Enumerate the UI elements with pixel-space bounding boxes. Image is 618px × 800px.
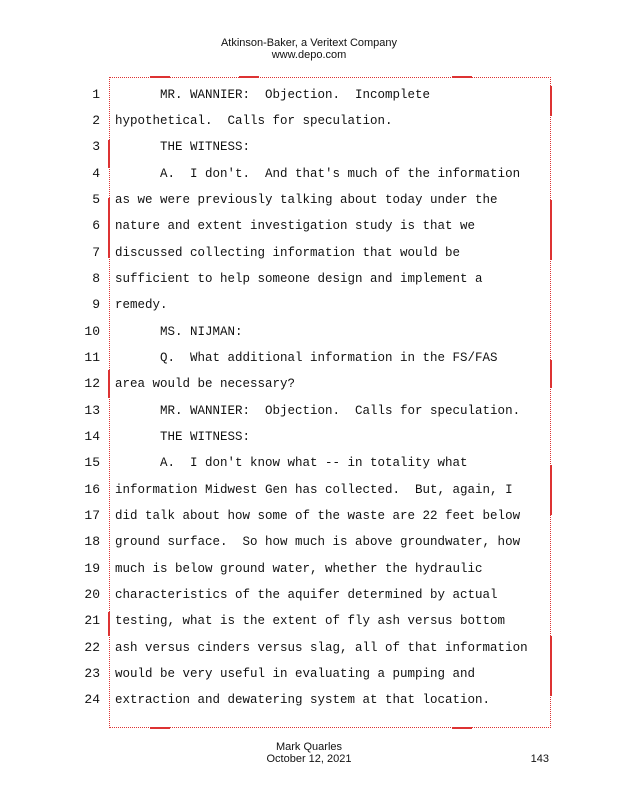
frame-tick-bottom-right: [452, 727, 472, 729]
line-number: 16: [84, 482, 100, 497]
line-number: 17: [84, 508, 100, 523]
line-number: 20: [84, 587, 100, 602]
frame-tick-left-bottom: [108, 612, 110, 636]
line-number: 23: [84, 666, 100, 681]
transcript-line: information Midwest Gen has collected. But, again, I: [115, 483, 513, 497]
line-number: 21: [84, 613, 100, 628]
line-number: 19: [84, 561, 100, 576]
transcript-line: testing, what is the extent of fly ash versus bottom: [115, 614, 506, 628]
transcript-line: hypothetical. Calls for speculation.: [115, 114, 393, 128]
transcript-line: discussed collecting information that would be: [115, 246, 461, 260]
transcript-line: MR. WANNIER: Objection. Incomplete: [115, 88, 431, 102]
witness-name: Mark Quarles: [275, 741, 343, 753]
line-number: 8: [92, 271, 100, 286]
transcript-line: ground surface. So how much is above groundwater, how: [115, 535, 521, 549]
transcript-line: extraction and dewatering system at that location.: [115, 693, 491, 707]
transcript-line: A. I don't know what -- in totality what: [115, 456, 468, 470]
transcript-line: THE WITNESS:: [115, 430, 251, 444]
frame-tick-bottom-left: [150, 727, 170, 729]
frame-tick-right-upper: [550, 86, 552, 116]
transcript-line: A. I don't. And that's much of the information: [115, 167, 521, 181]
line-number: 10: [84, 324, 100, 339]
line-number: 24: [84, 692, 100, 707]
frame-tick-top-right: [452, 76, 472, 78]
line-number: 11: [84, 350, 100, 365]
frame-tick-right-mid: [550, 200, 552, 260]
line-number: 13: [84, 403, 100, 418]
line-number: 15: [84, 455, 100, 470]
line-number: 4: [92, 166, 100, 181]
transcript-line: THE WITNESS:: [115, 140, 251, 154]
transcript-line: remedy.: [115, 298, 168, 312]
line-number: 3: [92, 139, 100, 154]
transcript-line: area would be necessary?: [115, 377, 296, 391]
line-number: 12: [84, 376, 100, 391]
transcript-line: Q. What additional information in the FS/FAS: [115, 351, 498, 365]
transcript-line: MS. NIJMAN:: [115, 325, 243, 339]
frame-tick-right-bottom: [550, 636, 552, 696]
company-website: www.depo.com: [271, 49, 347, 61]
transcript-line: would be very useful in evaluating a pumping and: [115, 667, 476, 681]
line-number: 6: [92, 218, 100, 233]
deposition-date: October 12, 2021: [266, 753, 352, 765]
transcript-line: much is below ground water, whether the hydraulic: [115, 562, 483, 576]
frame-tick-top-left: [150, 76, 170, 78]
page-number: 143: [530, 753, 549, 765]
transcript-line: as we were previously talking about today under the: [115, 193, 498, 207]
transcript-line: characteristics of the aquifer determined by actual: [115, 588, 498, 602]
transcript-line: nature and extent investigation study is that we: [115, 219, 476, 233]
frame-tick-left-mid: [108, 198, 110, 258]
line-number: 1: [92, 87, 100, 102]
company-name: Atkinson-Baker, a Veritext Company: [220, 37, 398, 49]
page-header: [0, 37, 618, 61]
transcript-line: ash versus cinders versus slag, all of that information: [115, 641, 528, 655]
line-number: 14: [84, 429, 100, 444]
frame-tick-left-upper: [108, 140, 110, 168]
frame-tick-top-mid: [239, 76, 259, 78]
frame-tick-right-lower: [550, 360, 552, 388]
line-number: 5: [92, 192, 100, 207]
frame-tick-right-lower2: [550, 465, 552, 515]
line-number: 22: [84, 640, 100, 655]
transcript-line: sufficient to help someone design and implement a: [115, 272, 483, 286]
transcript-line: did talk about how some of the waste are 22 feet below: [115, 509, 521, 523]
transcript-line: MR. WANNIER: Objection. Calls for speculation.: [115, 404, 521, 418]
line-number: 2: [92, 113, 100, 128]
line-number: 18: [84, 534, 100, 549]
line-number: 7: [92, 245, 100, 260]
frame-tick-left-lower: [108, 370, 110, 398]
line-number: 9: [92, 297, 100, 312]
